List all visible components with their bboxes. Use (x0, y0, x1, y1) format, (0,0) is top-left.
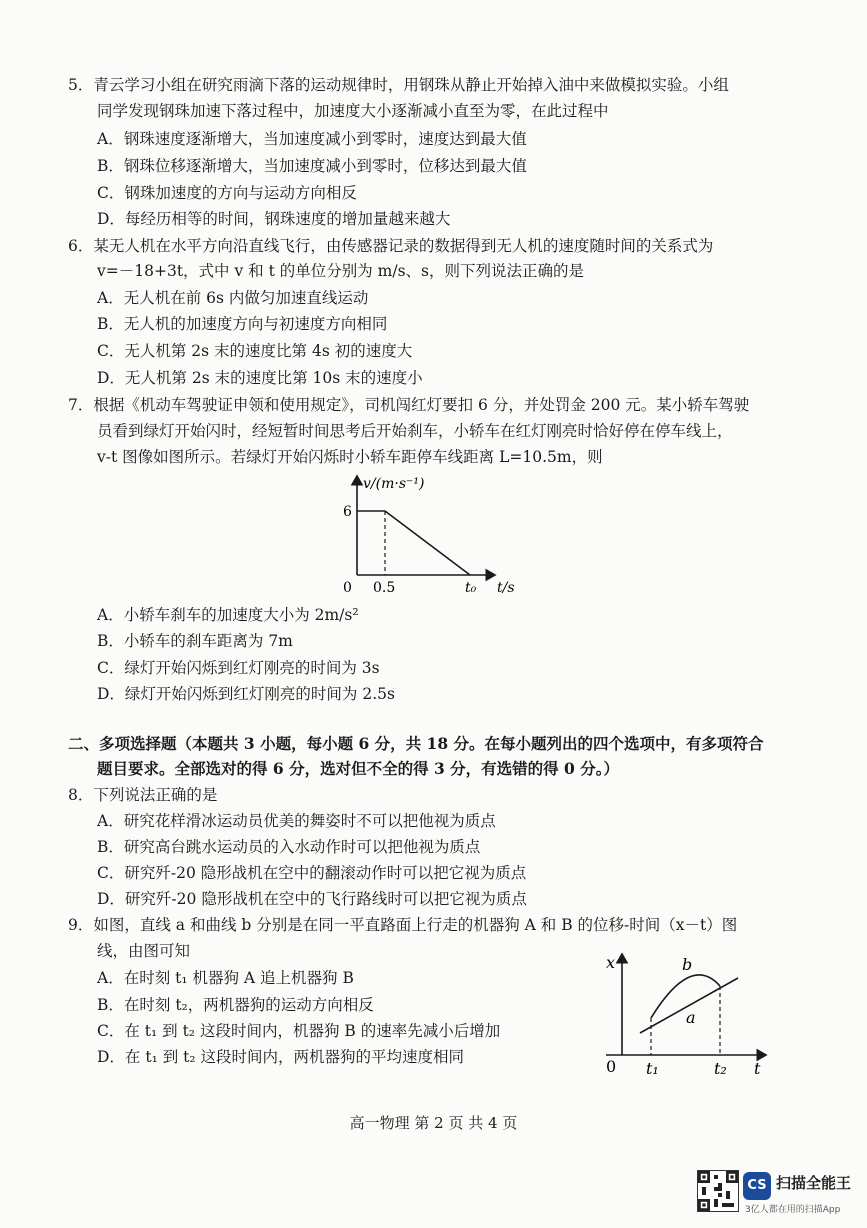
q9-t1-label: t₁ (646, 1059, 659, 1078)
q9-y-label: x (606, 953, 616, 972)
q9-t2-label: t₂ (714, 1059, 727, 1078)
q7-y-tick: 6 (343, 504, 352, 520)
q7-stem-line2: 员看到绿灯开始闪时，经短暂时间思考后开始刹车，小轿车在红灯刚亮时恰好停在停车线上， (97, 422, 733, 440)
q8-option-b: B．研究高台跳水运动员的入水动作时可以把他视为质点 (97, 838, 481, 856)
q7-braking-segment (385, 511, 470, 575)
q7-x-end: t₀ (465, 580, 477, 596)
q5-stem-line2: 同学发现钢珠加速下落过程中，加速度大小逐渐减小直至为零，在此过程中 (97, 102, 609, 120)
q7-option-d: D．绿灯开始闪烁到红灯刚亮的时间为 2.5s (97, 685, 395, 703)
q7-x-tick: 0.5 (373, 580, 396, 596)
q6-option-a: A．无人机在前 6s 内做匀加速直线运动 (97, 289, 369, 307)
q7-y-label: v/(m·s⁻¹) (363, 476, 425, 492)
q7-x-label: t/s (497, 580, 515, 596)
q9-curve-b-label: b (682, 955, 693, 974)
q7-origin: 0 (343, 580, 352, 596)
q6-option-b: B．无人机的加速度方向与初速度方向相同 (97, 315, 388, 333)
q7-vt-graph (335, 468, 535, 612)
q9-stem-line2: 线，由图可知 (97, 942, 191, 960)
q9-option-d: D．在 t₁ 到 t₂ 这段时间内，两机器狗的平均速度相同 (97, 1048, 465, 1066)
scanner-logo: CS (743, 1172, 771, 1200)
q7-option-b: B．小轿车的刹车距离为 7m (97, 632, 293, 650)
q5-option-b: B．钢珠位移逐渐增大，当加速度减小到零时，位移达到最大值 (97, 157, 527, 175)
q9-x-label: t (754, 1059, 761, 1078)
q5-option-a: A．钢珠速度逐渐增大，当加速度减小到零时，速度达到最大值 (97, 130, 527, 148)
q7-stem-line1: 7．根据《机动车驾驶证申领和使用规定》，司机闯红灯要扣 6 分，并处罚金 200 元。某小轿车驾驶 (68, 396, 750, 414)
q9-line-a-label: a (686, 1008, 696, 1027)
q8-option-d: D．研究歼-20 隐形战机在空中的飞行路线时可以把它视为质点 (97, 890, 527, 908)
q7-stem-line3: v-t 图像如图所示。若绿灯开始闪烁时小轿车距停车线距离 L=10.5m，则 (97, 448, 603, 466)
q7-option-c: C．绿灯开始闪烁到红灯刚亮的时间为 3s (97, 659, 380, 677)
q6-stem-line1: 6．某无人机在水平方向沿直线飞行，由传感器记录的数据得到无人机的速度随时间的关系式为 (68, 237, 714, 255)
q8-stem: 8．下列说法正确的是 (68, 786, 218, 804)
q9-option-c: C．在 t₁ 到 t₂ 这段时间内，机器狗 B 的速率先减小后增加 (97, 1022, 501, 1040)
scanner-app-name: 扫描全能王 (776, 1174, 852, 1192)
section2-heading-line1: 二、多项选择题（本题共 3 小题，每小题 6 分，共 18 分。在每小题列出的四个选项中，有多项符合 (68, 734, 764, 753)
scanner-tagline: 3亿人都在用的扫描App (745, 1205, 841, 1215)
page-footer: 高一物理 第 2 页 共 4 页 (349, 1114, 518, 1132)
q9-origin: 0 (606, 1057, 617, 1076)
q5-option-c: C．钢珠加速度的方向与运动方向相反 (97, 184, 357, 202)
q9-option-b: B．在时刻 t₂，两机器狗的运动方向相反 (97, 996, 374, 1014)
q9-xt-graph (596, 948, 776, 1082)
q5-stem-line1: 5．青云学习小组在研究雨滴下落的运动规律时，用钢珠从静止开始掉入油中来做模拟实验。小组 (68, 76, 729, 94)
q8-option-c: C．研究歼-20 隐形战机在空中的翻滚动作时可以把它视为质点 (97, 864, 527, 882)
section2-heading-line2: 题目要求。全部选对的得 6 分，选对但不全的得 3 分，有选错的得 0 分。） (97, 759, 619, 778)
q6-option-c: C．无人机第 2s 末的速度比第 4s 初的速度大 (97, 342, 413, 360)
q8-option-a: A．研究花样滑冰运动员优美的舞姿时不可以把他视为质点 (97, 812, 496, 830)
q9-stem-line1: 9．如图，直线 a 和曲线 b 分别是在同一平直路面上行走的机器狗 A 和 B 的位移-时间（x－t）图 (68, 916, 738, 934)
qr-code-icon (697, 1170, 739, 1212)
q5-option-d: D．每经历相等的时间，钢珠速度的增加量越来越大 (97, 210, 451, 228)
q6-stem-line2: v=－18+3t，式中 v 和 t 的单位分别为 m/s、s，则下列说法正确的是 (97, 262, 584, 280)
q6-option-d: D．无人机第 2s 末的速度比第 10s 末的速度小 (97, 369, 423, 387)
q7-option-a: A．小轿车刹车的加速度大小为 2m/s² (97, 606, 359, 624)
q9-option-a: A．在时刻 t₁ 机器狗 A 追上机器狗 B (97, 969, 354, 987)
